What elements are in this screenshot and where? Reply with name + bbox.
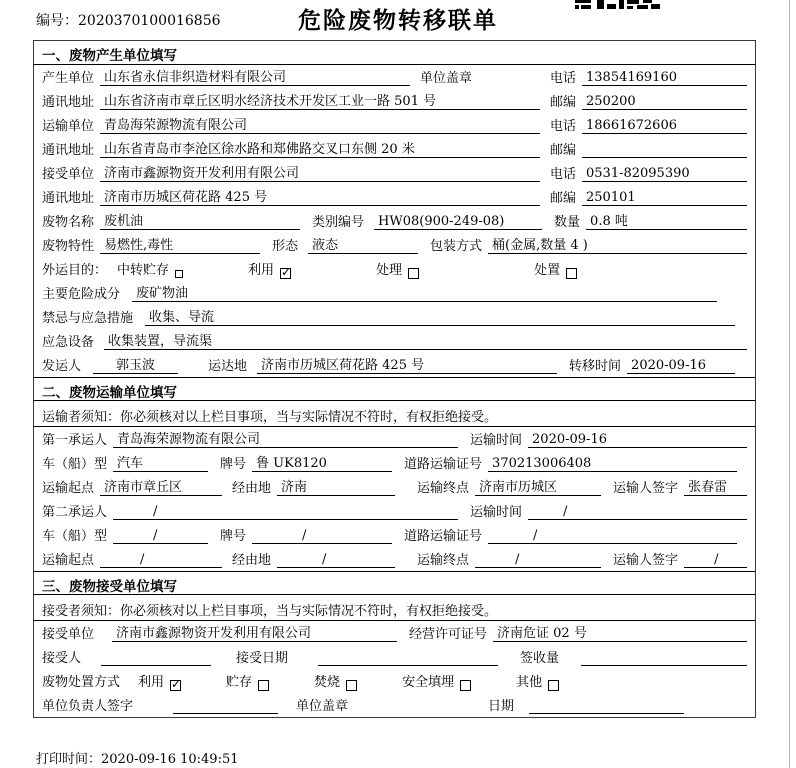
disposal-incinerate-label: 焚烧 xyxy=(314,675,341,690)
producer-zip-value: 250200 xyxy=(582,94,747,110)
transfer-time-value: 2020-09-16 xyxy=(627,358,735,374)
receiver-zip-value: 250101 xyxy=(582,190,747,206)
vehicle1-value: 汽车 xyxy=(113,452,208,472)
carrier-sign2-value: / xyxy=(684,552,747,568)
origin2-value: / xyxy=(100,552,222,568)
address-label: 通讯地址 xyxy=(42,191,95,206)
row-route1 xyxy=(34,475,755,499)
signed-amount-value xyxy=(581,650,747,666)
carrier-sign1-value: 张春雷 xyxy=(684,476,747,496)
row-waste-name xyxy=(34,209,755,233)
purpose-treat-label: 处理 xyxy=(376,263,403,278)
checkbox-disposal-other xyxy=(548,680,559,691)
acceptor-label: 接受人 xyxy=(42,651,82,666)
equipment-label: 应急设备 xyxy=(42,335,95,350)
producer-phone-value: 13854169160 xyxy=(582,70,747,86)
equipment-value: 收集装置，导流渠 xyxy=(104,330,747,350)
vehicle-type-label: 车（船）型 xyxy=(42,529,108,544)
acceptor-value xyxy=(101,650,211,666)
row-purpose xyxy=(34,257,755,281)
hazard-value: 废矿物油 xyxy=(132,282,717,302)
checkbox-disposal-landfill xyxy=(460,680,471,691)
via-label: 经由地 xyxy=(232,481,272,496)
carrier1-label: 第一承运人 xyxy=(42,433,108,448)
shipper-label: 发运人 xyxy=(42,359,82,374)
destination-label: 运达地 xyxy=(208,359,248,374)
phone-label: 电话 xyxy=(549,167,576,182)
print-time-value: 2020-09-16 10:49:51 xyxy=(101,752,239,767)
receive-date-value xyxy=(318,650,498,666)
end-label: 运输终点 xyxy=(417,481,470,496)
transport-time2-value: / xyxy=(528,504,747,520)
transporter-value: 青岛海荣源物流有限公司 xyxy=(100,114,540,134)
receiver-notice: 接受者须知：你必须核对以上栏目事项，当与实际情况不符时，有权拒绝接受。 xyxy=(34,595,755,621)
row-disposal-method xyxy=(34,669,755,693)
taboo-label: 禁忌与应急措施 xyxy=(42,311,134,326)
disposal-method-label: 废物处置方式 xyxy=(42,675,121,690)
checkbox-treatment xyxy=(408,268,419,279)
disposal-landfill-label: 安全填埋 xyxy=(402,675,455,690)
signed-amount-label: 签收量 xyxy=(520,651,560,666)
via2-value: / xyxy=(277,552,395,568)
unit-seal-label: 单位盖章 xyxy=(420,71,473,86)
row-acceptor xyxy=(34,645,755,669)
qty-label: 数量 xyxy=(554,215,581,230)
hazard-label: 主要危险成分 xyxy=(42,287,121,302)
row-receiver xyxy=(34,161,755,185)
end1-value: 济南市历城区 xyxy=(475,476,601,496)
receive-unit-label: 接受单位 xyxy=(42,627,95,642)
phone-label: 电话 xyxy=(549,71,576,86)
transporter-phone-value: 18661672606 xyxy=(582,118,747,134)
receiver-phone-value: 0531-82095390 xyxy=(582,166,747,182)
section1-title: 一、废物产生单位填写 xyxy=(34,41,755,65)
carrier-sign-label: 运输人签字 xyxy=(613,481,679,496)
category-value: HW08(900-249-08) xyxy=(374,214,542,230)
carrier2-label: 第二承运人 xyxy=(42,505,108,520)
plate1-value: 鲁 UK8120 xyxy=(252,452,392,472)
checkbox-disposal-use xyxy=(170,677,182,691)
row-receive-unit xyxy=(34,621,755,645)
row-shipper xyxy=(34,353,755,377)
zip-label: 邮编 xyxy=(549,191,576,206)
checkbox-disposal-incinerate xyxy=(346,680,357,691)
end2-value: / xyxy=(475,552,601,568)
plate-label: 牌号 xyxy=(220,529,247,544)
date-label: 日期 xyxy=(488,699,515,714)
print-time xyxy=(36,748,239,767)
transport-time-label: 运输时间 xyxy=(470,433,523,448)
section2-title: 二、废物运输单位填写 xyxy=(34,377,755,401)
plate2-value: / xyxy=(252,528,392,544)
road-license-label: 道路运输证号 xyxy=(404,457,483,472)
vehicle-type-label: 车（船）型 xyxy=(42,457,108,472)
row-head-signature xyxy=(34,693,755,717)
row-equipment xyxy=(34,329,755,353)
row-route2 xyxy=(34,547,755,571)
shipper-value: 郭玉波 xyxy=(93,354,178,374)
permit-value: 济南危证 02 号 xyxy=(493,622,747,642)
waste-name-label: 废物名称 xyxy=(42,215,95,230)
producer-label: 产生单位 xyxy=(42,71,95,86)
road-license-label: 道路运输证号 xyxy=(404,529,483,544)
plate-label: 牌号 xyxy=(220,457,247,472)
qty-value: 0.8 吨 xyxy=(586,210,747,230)
checkbox-disposal-storage xyxy=(258,680,269,691)
disposal-other-label: 其他 xyxy=(516,675,543,690)
receive-date-label: 接受日期 xyxy=(236,651,289,666)
zip-label: 邮编 xyxy=(549,143,576,158)
transporter-address-value: 山东省青岛市李沧区徐水路和郑佛路交叉口东侧 20 米 xyxy=(100,138,540,158)
checkbox-use xyxy=(280,265,292,279)
vehicle2-value: / xyxy=(113,528,208,544)
carrier-sign-label: 运输人签字 xyxy=(613,553,679,568)
zip-label: 邮编 xyxy=(549,95,576,110)
row-vehicle1 xyxy=(34,451,755,475)
row-carrier1 xyxy=(34,427,755,451)
taboo-value: 收集、导流 xyxy=(145,306,735,326)
pack-value: 桶(金属,数量 4 ) xyxy=(488,234,747,254)
via-label: 经由地 xyxy=(232,553,272,568)
row-producer xyxy=(34,65,755,89)
print-time-label: 打印时间： xyxy=(36,752,102,767)
carrier1-value: 青岛海荣源物流有限公司 xyxy=(113,428,458,448)
row-receiver-address xyxy=(34,185,755,209)
waste-name-value: 废机油 xyxy=(100,210,300,230)
pack-label: 包装方式 xyxy=(430,239,483,254)
page-header xyxy=(0,0,796,38)
section-receiver xyxy=(34,571,755,717)
purpose-dispose-label: 处置 xyxy=(534,263,561,278)
transport-time1-value: 2020-09-16 xyxy=(528,432,747,448)
row-vehicle2 xyxy=(34,523,755,547)
form-value: 液态 xyxy=(308,234,418,254)
section-transporter xyxy=(34,377,755,571)
road-license2-value: / xyxy=(488,528,737,544)
head-signature-label: 单位负责人签字 xyxy=(42,699,134,714)
form-label: 形态 xyxy=(272,239,299,254)
date-value xyxy=(529,698,684,714)
receiver-value: 济南市鑫源物资开发利用有限公司 xyxy=(100,162,540,182)
row-producer-address xyxy=(34,89,755,113)
address-label: 通讯地址 xyxy=(42,95,95,110)
receiver-label: 接受单位 xyxy=(42,167,95,182)
head-signature-value xyxy=(173,698,278,714)
road-license1-value: 370213006408 xyxy=(488,456,737,472)
via1-value: 济南 xyxy=(277,476,395,496)
qr-code-icon xyxy=(575,0,660,11)
carrier2-value: / xyxy=(113,504,458,520)
checkbox-disposal xyxy=(566,268,577,279)
origin1-value: 济南市章丘区 xyxy=(100,476,222,496)
page-edge-line xyxy=(789,0,790,768)
row-transporter-address xyxy=(34,137,755,161)
page-title: 危险废物转移联单 xyxy=(298,7,498,34)
origin-label: 运输起点 xyxy=(42,553,95,568)
section-producer xyxy=(34,41,755,377)
origin-label: 运输起点 xyxy=(42,481,95,496)
transporter-label: 运输单位 xyxy=(42,119,95,134)
transporter-notice: 运输者须知：你必须核对以上栏目事项，当与实际情况不符时，有权拒绝接受。 xyxy=(34,401,755,427)
trait-value: 易燃性,毒性 xyxy=(100,234,260,254)
section3-title: 三、废物接受单位填写 xyxy=(34,571,755,595)
serial-value: 2020370100016856 xyxy=(78,13,221,29)
transport-time-label: 运输时间 xyxy=(470,505,523,520)
checkmark-icon: ✓ xyxy=(281,265,292,279)
unit-seal-label: 单位盖章 xyxy=(296,699,349,714)
purpose-use-label: 利用 xyxy=(248,263,275,278)
producer-value: 山东省永信非织造材料有限公司 xyxy=(100,66,410,86)
transporter-zip-value xyxy=(582,142,747,158)
purpose-transfer-label: 中转贮存 xyxy=(117,263,170,278)
row-transporter xyxy=(34,113,755,137)
transfer-time-label: 转移时间 xyxy=(569,359,622,374)
destination-value: 济南市历城区荷花路 425 号 xyxy=(257,354,557,374)
end-label: 运输终点 xyxy=(417,553,470,568)
category-label: 类别编号 xyxy=(312,215,365,230)
row-waste-trait xyxy=(34,233,755,257)
address-label: 通讯地址 xyxy=(42,143,95,158)
disposal-storage-label: 贮存 xyxy=(226,675,253,690)
trait-label: 废物特性 xyxy=(42,239,95,254)
permit-label: 经营许可证号 xyxy=(409,627,488,642)
phone-label: 电话 xyxy=(549,119,576,134)
checkbox-transfer-storage xyxy=(175,270,183,278)
receive-unit-value: 济南市鑫源物资开发利用有限公司 xyxy=(112,622,397,642)
purpose-label: 外运目的： xyxy=(42,263,108,278)
producer-address-value: 山东省济南市章丘区明水经济技术开发区工业一路 501 号 xyxy=(100,90,540,110)
row-taboo xyxy=(34,305,755,329)
row-hazard xyxy=(34,281,755,305)
manifest-form xyxy=(33,40,756,718)
receiver-address-value: 济南市历城区荷花路 425 号 xyxy=(100,186,540,206)
checkmark-icon: ✓ xyxy=(171,677,182,691)
row-carrier2 xyxy=(34,499,755,523)
serial-label: 编号： xyxy=(36,13,78,29)
disposal-use-label: 利用 xyxy=(138,675,165,690)
